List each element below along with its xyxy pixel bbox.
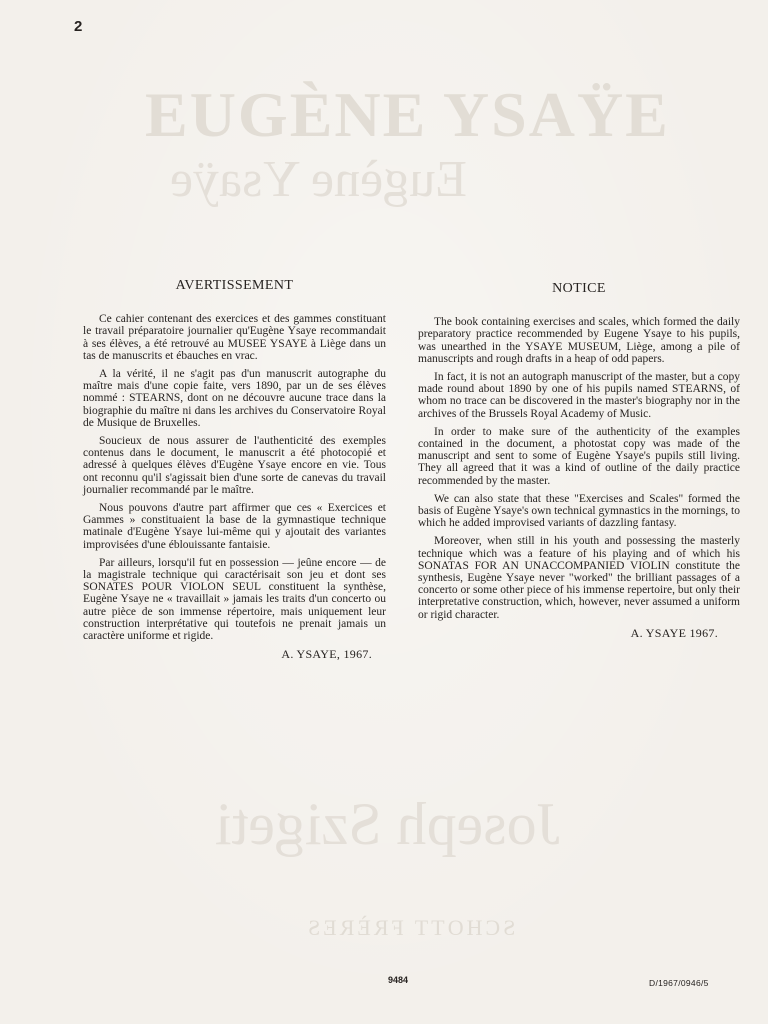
- avertissement-paragraph: Par ailleurs, lorsqu'il fut en possession — jeûne encore — de la magistrale technique qui caractérisait son jeu et dont ses SONATES POUR VIOLON SEUL constituent la synthèse, Eugène Ysaye ne « travaillait » jamais les traits d'un concerto ou autre pièce de son immense répertoire, mais uniquement leur construction interprétative qui toutefois ne prenait jamais un caractère uniforme et rigide.: [83, 556, 386, 643]
- catalog-number: 9484: [388, 975, 409, 985]
- notice-paragraph: In order to make sure of the authenticity of the examples contained in the document, a photostat copy was made of the manuscript and sent to some of Eugène Ysaye's pupils still living. They all agreed that it was a kind of outline of the daily practice recommended by the master.: [418, 425, 740, 487]
- notice-paragraph: The book containing exercises and scales, which formed the daily preparatory practice recommended by Eugene Ysaye to his pupils, was unearthed in the YSAYE MUSEUM, Liège, among a pile of manuscripts and rough drafts in a heap of odd papers.: [418, 316, 740, 365]
- avertissement-paragraph: A la vérité, il ne s'agit pas d'un manuscrit autographe du maître mais d'une copie faite, vers 1890, par un de ses élèves nommé : STEARNS, dont on ne découvre aucune trace dans la biographie du maître ni dans les archives du Conservatoire Royal de Musique de Bruxelles.: [83, 368, 386, 429]
- notice-paragraph: In fact, it is not an autograph manuscript of the master, but a copy made round about 1890 by one of his pupils named STEARNS, of whom no trace can be discovered in the master's biography nor in the archives of the Brussels Royal Academy of Music.: [418, 371, 740, 420]
- bleed-through-title: EUGÈNE YSAŸE: [145, 79, 670, 150]
- avertissement-signature: A. YSAYE, 1967.: [281, 647, 372, 662]
- bleed-through-publisher: SCHOTT FRÈRES: [305, 915, 516, 940]
- avertissement-paragraph: Nous pouvons d'autre part affirmer que ces « Exercices et Gammes » constituaient la base de la gymnastique technique matinale d'Eugène Ysaye lui-même qui y ajoutait des variantes improvisées d'une éblouissante fantaisie.: [83, 502, 386, 551]
- notice-column: [418, 283, 740, 639]
- avertissement-paragraph: Ce cahier contenant des exercices et des gammes constituant le travail préparatoire journalier qu'Eugène Ysaye recommandait à ses élèves, a été retrouvé au MUSEE YSAYE à Liège dans un tas de manuscrits et ébauches en vrac.: [83, 313, 386, 362]
- edition-mark: D/1967/0946/5: [649, 978, 709, 988]
- notice-paragraph: We can also state that these "Exercises and Scales" formed the basis of Eugène Ysaye's own technical gymnastics in the mornings, to which he added improvised variants of dazzling fantasy.: [418, 492, 740, 530]
- avertissement-paragraph: Soucieux de nous assurer de l'authenticité des exemples contenus dans le document, le manuscrit a été photocopié et adressé à quelques élèves d'Eugène Ysaye encore en vie. Tous ont reconnu qu'il s'agissait bien d'une sorte de canevas du travail journalier recommandé par le maître.: [83, 435, 386, 496]
- notice-signature: A. YSAYE 1967.: [630, 625, 718, 640]
- bleed-through-mirror: Eugène Ysaÿe: [170, 151, 467, 208]
- notice-heading: NOTICE: [552, 281, 606, 296]
- page-number: 2: [74, 18, 83, 35]
- avertissement-column: [83, 280, 386, 660]
- bleed-through-composer: Joseph Szigeti: [215, 791, 560, 857]
- avertissement-heading: AVERTISSEMENT: [175, 278, 294, 293]
- notice-paragraph: Moreover, when still in his youth and possessing the masterly technique which was a feature of his playing and of which his SONATAS FOR AN UNACCOMPANIED VIOLIN constitute the synthesis, Eugène Ysaye never "worked" the brilliant passages of a concerto or some other piece of his immense repertoire, but only their interpretative construction, which, however, never assumed a uniform or rigid character.: [418, 535, 740, 621]
